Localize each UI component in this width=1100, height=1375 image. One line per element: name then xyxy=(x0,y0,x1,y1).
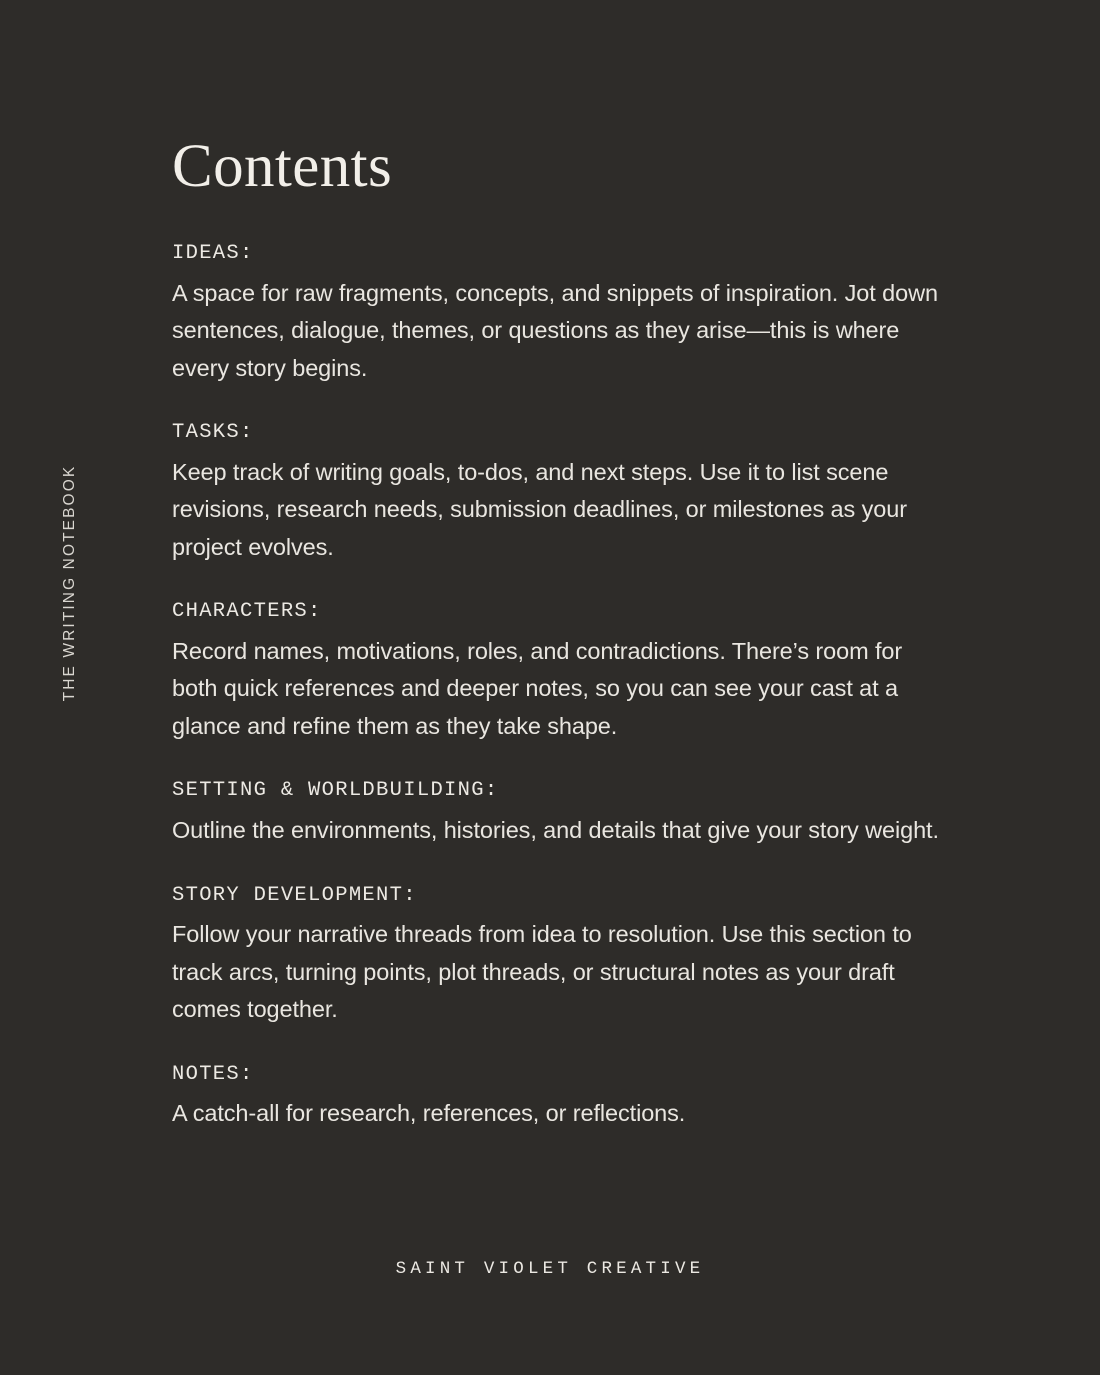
footer xyxy=(0,1259,1100,1279)
section-heading-notes: NOTES: xyxy=(172,1062,254,1086)
section-story-development xyxy=(172,883,942,1029)
section-heading-tasks: TASKS: xyxy=(172,421,254,445)
section-setting-worldbuilding xyxy=(172,778,942,849)
section-tasks xyxy=(172,420,942,566)
section-ideas xyxy=(172,241,942,387)
section-body-characters: Record names, motivations, roles, and contradictions. There’s room for both quick references and deeper notes, so you can see your cast at a glance and refine them as they take shape. xyxy=(172,637,903,739)
section-heading-ideas: IDEAS: xyxy=(172,242,254,265)
section-body-ideas: A space for raw fragments, concepts, and snippets of inspiration. Jot down sentences, dialogue, themes, or questions as they arise—this is where every story begins. xyxy=(172,279,938,381)
notebook-spine-label: THE WRITING NOTEBOOK xyxy=(61,464,78,702)
section-heading-characters: CHARACTERS: xyxy=(172,600,322,624)
contents-column xyxy=(172,133,942,1133)
section-characters xyxy=(172,599,942,745)
section-body-notes: A catch-all for research, references, or reflections. xyxy=(172,1100,686,1127)
section-body-setting-worldbuilding: Outline the environments, histories, and details that give your story weight. xyxy=(172,817,939,844)
section-heading-story-development: STORY DEVELOPMENT: xyxy=(172,883,417,907)
section-heading-setting-worldbuilding: SETTING & WORLDBUILDING: xyxy=(172,779,499,803)
spine-label-container xyxy=(50,464,90,702)
footer-brand-name: SAINT VIOLET CREATIVE xyxy=(395,1259,705,1279)
section-notes xyxy=(172,1062,942,1133)
page-title: Contents xyxy=(172,133,393,200)
section-body-tasks: Keep track of writing goals, to-dos, and next steps. Use it to list scene revisions, research needs, submission deadlines, or milestones as your project evolves. xyxy=(172,458,907,560)
section-body-story-development: Follow your narrative threads from idea to resolution. Use this section to track arcs, turning points, plot threads, or structural notes as your draft comes together. xyxy=(172,921,912,1023)
